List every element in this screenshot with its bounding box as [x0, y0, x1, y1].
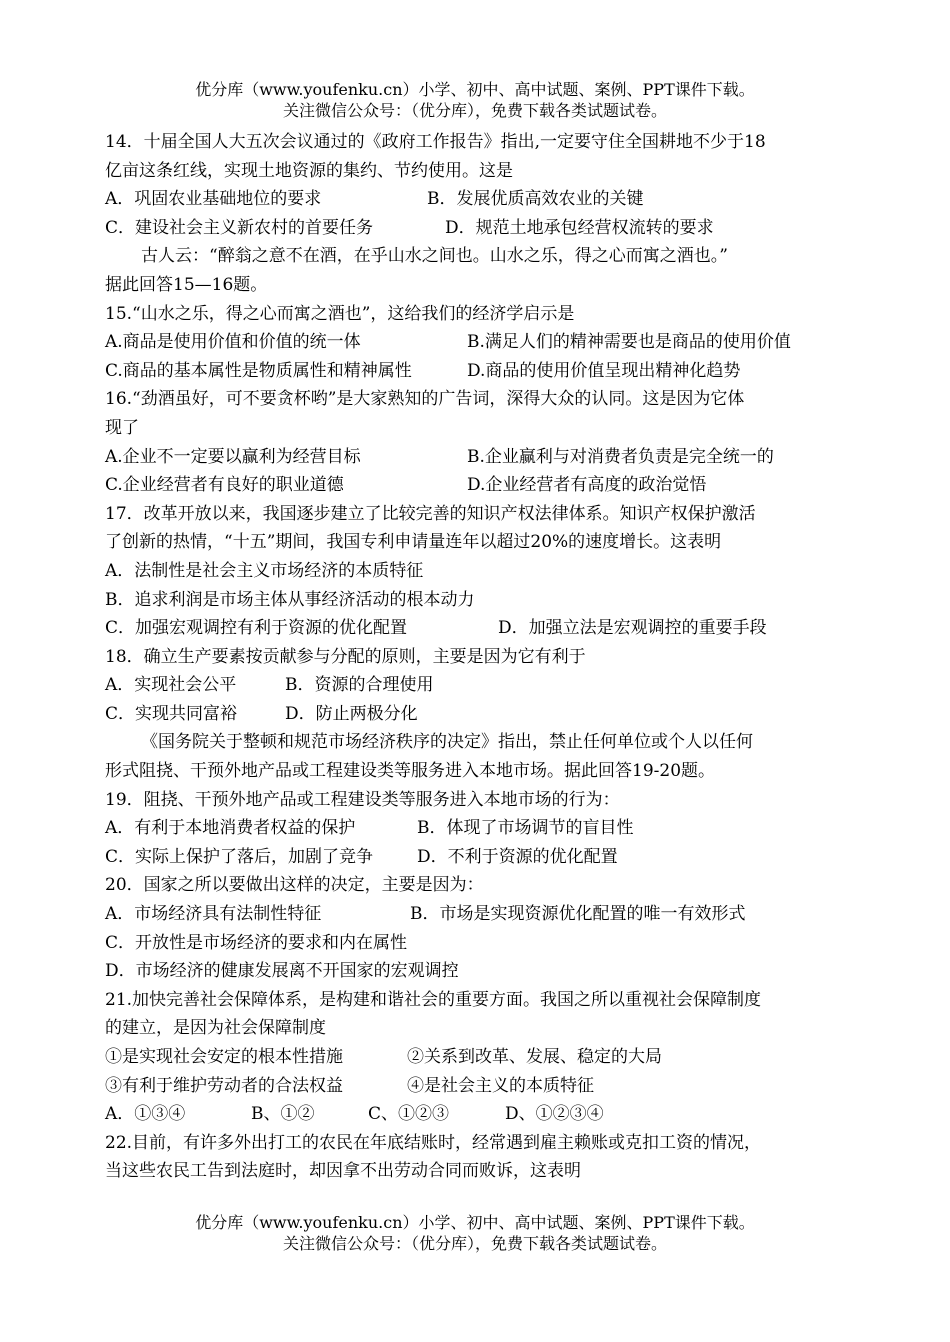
- q21-option-d: D、①②③④: [505, 1104, 604, 1125]
- q15-option-d: D.商品的使用价值呈现出精神化趋势: [467, 360, 741, 381]
- q15-option-a: A.商品是使用价值和价值的统一体: [105, 332, 361, 353]
- header-line-1: 优分库（www.youfenku.cn）小学、初中、高中试题、案例、PPT课件下载。: [195, 80, 755, 99]
- q17-stem-line-2: 了创新的热情，“十五”期间，我国专利申请量连年以超过20%的速度增长。这表明: [105, 532, 722, 553]
- q21-option-c: C、①②③: [368, 1104, 450, 1125]
- q14-option-c: C．建设社会主义新农村的首要任务: [105, 217, 374, 238]
- q20-option-d: D．市场经济的健康发展离不开国家的宏观调控: [105, 961, 459, 982]
- q21-stem-line-1: 21.加快完善社会保障体系，是构建和谐社会的重要方面。我国之所以重视社会保障制度: [105, 989, 762, 1010]
- q21-stem-line-2: 的建立，是因为社会保障制度: [105, 1018, 326, 1039]
- q15-options-ab: [105, 328, 850, 357]
- q15-option-c: C.商品的基本属性是物质属性和精神属性: [105, 360, 412, 381]
- q18-options-cd: [105, 700, 850, 729]
- q22-stem-line-1: 22.目前，有许多外出打工的农民在年底结账时，经常遇到雇主赖账或克扣工资的情况，: [105, 1132, 762, 1153]
- passage2-line-1: 《国务院关于整顿和规范市场经济秩序的决定》指出，禁止任何单位或个人以任何: [141, 732, 753, 753]
- q18-stem: 18．确立生产要素按贡献参与分配的原则，主要是因为它有利于: [105, 646, 586, 667]
- footer-line-2: 关注微信公众号：（优分库），免费下载各类试题试卷。: [282, 1234, 667, 1253]
- q19-option-c: C．实际上保护了落后，加剧了竞争: [105, 846, 374, 867]
- header-line-2: 关注微信公众号：（优分库），免费下载各类试题试卷。: [282, 101, 667, 120]
- q21-statement-2: ②关系到改革、发展、稳定的大局: [407, 1047, 662, 1067]
- q21-statement-4: ④是社会主义的本质特征: [407, 1075, 594, 1096]
- q19-stem: 19．阻挠、干预外地产品或工程建设类等服务进入本地市场的行为：: [105, 789, 620, 810]
- q21-statement-1: ①是实现社会安定的根本性措施: [105, 1047, 343, 1067]
- q19-option-a: A．有利于本地消费者权益的保护: [105, 818, 356, 839]
- passage1-line-1: 古人云：“醉翁之意不在酒，在乎山水之间也。山水之乐，得之心而寓之酒也。”: [141, 246, 728, 267]
- footer-line-1: 优分库（www.youfenku.cn）小学、初中、高中试题、案例、PPT课件下载。: [195, 1213, 755, 1232]
- q21-options: [105, 1100, 850, 1129]
- q14-option-a: A．巩固农业基础地位的要求: [105, 189, 322, 210]
- q18-option-a: A．实现社会公平: [105, 675, 237, 696]
- q15-options-cd: [105, 357, 850, 386]
- q14-stem-line-2: 亿亩这条红线，实现土地资源的集约、节约使用。这是: [105, 160, 513, 181]
- q20-stem: 20．国家之所以要做出这样的决定，主要是因为：: [105, 875, 484, 896]
- q20-option-c: C．开放性是市场经济的要求和内在属性: [105, 932, 408, 953]
- q15-stem: 15.“山水之乐，得之心而寓之酒也”，这给我们的经济学启示是: [105, 303, 575, 324]
- q15-option-b: B.满足人们的精神需要也是商品的使用价值: [467, 332, 791, 353]
- q16-option-c: C.企业经营者有良好的职业道德: [105, 475, 344, 496]
- q18-options-ab: [105, 671, 850, 700]
- q17-option-d: D．加强立法是宏观调控的重要手段: [498, 618, 767, 639]
- q21-option-b: B、①②: [251, 1104, 315, 1125]
- q21-statement-3: ③有利于维护劳动者的合法权益: [105, 1075, 343, 1096]
- q21-statements-12: [105, 1043, 850, 1072]
- q14-option-d: D．规范土地承包经营权流转的要求: [445, 217, 714, 238]
- q19-options-ab: [105, 814, 850, 843]
- q19-option-b: B．体现了市场调节的盲目性: [417, 818, 634, 839]
- q16-stem-line-2: 现了: [105, 417, 139, 438]
- q20-option-b: B．市场是实现资源优化配置的唯一有效形式: [410, 904, 746, 925]
- q14-options-cd: [105, 214, 850, 243]
- q17-options-cd: [105, 614, 850, 643]
- q16-option-b: B.企业赢利与对消费者负责是完全统一的: [467, 446, 774, 467]
- q20-options-ab: [105, 900, 850, 929]
- q18-option-b: B．资源的合理使用: [285, 675, 434, 696]
- passage2-line-2: 形式阻挠、干预外地产品或工程建设类等服务进入本地市场。据此回答19-20题。: [105, 761, 716, 782]
- q17-option-c: C．加强宏观调控有利于资源的优化配置: [105, 618, 408, 639]
- q21-statements-34: [105, 1072, 850, 1101]
- page-header: [0, 79, 950, 121]
- q16-option-d: D.企业经营者有高度的政治觉悟: [467, 475, 707, 496]
- q16-stem-line-1: 16.“劲酒虽好，可不要贪杯哟”是大家熟知的广告词，深得大众的认同。这是因为它体: [105, 389, 745, 410]
- questions-body: [105, 128, 850, 1186]
- q21-option-a: A．①③④: [105, 1104, 186, 1125]
- q16-options-ab: [105, 443, 850, 472]
- q14-stem-line-1: 14．十届全国人大五次会议通过的《政府工作报告》指出,一定要守住全国耕地不少于18: [105, 132, 766, 152]
- q16-option-a: A.企业不一定要以赢利为经营目标: [105, 446, 361, 467]
- passage1-line-2: 据此回答15—16题。: [105, 274, 268, 295]
- q19-option-d: D．不利于资源的优化配置: [417, 846, 618, 867]
- q19-options-cd: [105, 843, 850, 872]
- q14-option-b: B．发展优质高效农业的关键: [427, 189, 644, 210]
- q17-stem-line-1: 17．改革开放以来，我国逐步建立了比较完善的知识产权法律体系。知识产权保护激活: [105, 503, 756, 524]
- q17-option-a: A．法制性是社会主义市场经济的本质特征: [105, 560, 424, 581]
- q18-option-d: D．防止两极分化: [285, 703, 418, 724]
- q16-options-cd: [105, 471, 850, 500]
- q20-option-a: A．市场经济具有法制性特征: [105, 904, 322, 925]
- q14-options-ab: [105, 185, 850, 214]
- q22-stem-line-2: 当这些农民工告到法庭时，却因拿不出劳动合同而败诉，这表明: [105, 1161, 581, 1182]
- q18-option-c: C．实现共同富裕: [105, 703, 238, 724]
- q17-option-b: B．追求利润是市场主体从事经济活动的根本动力: [105, 589, 475, 610]
- page-footer: [0, 1212, 950, 1254]
